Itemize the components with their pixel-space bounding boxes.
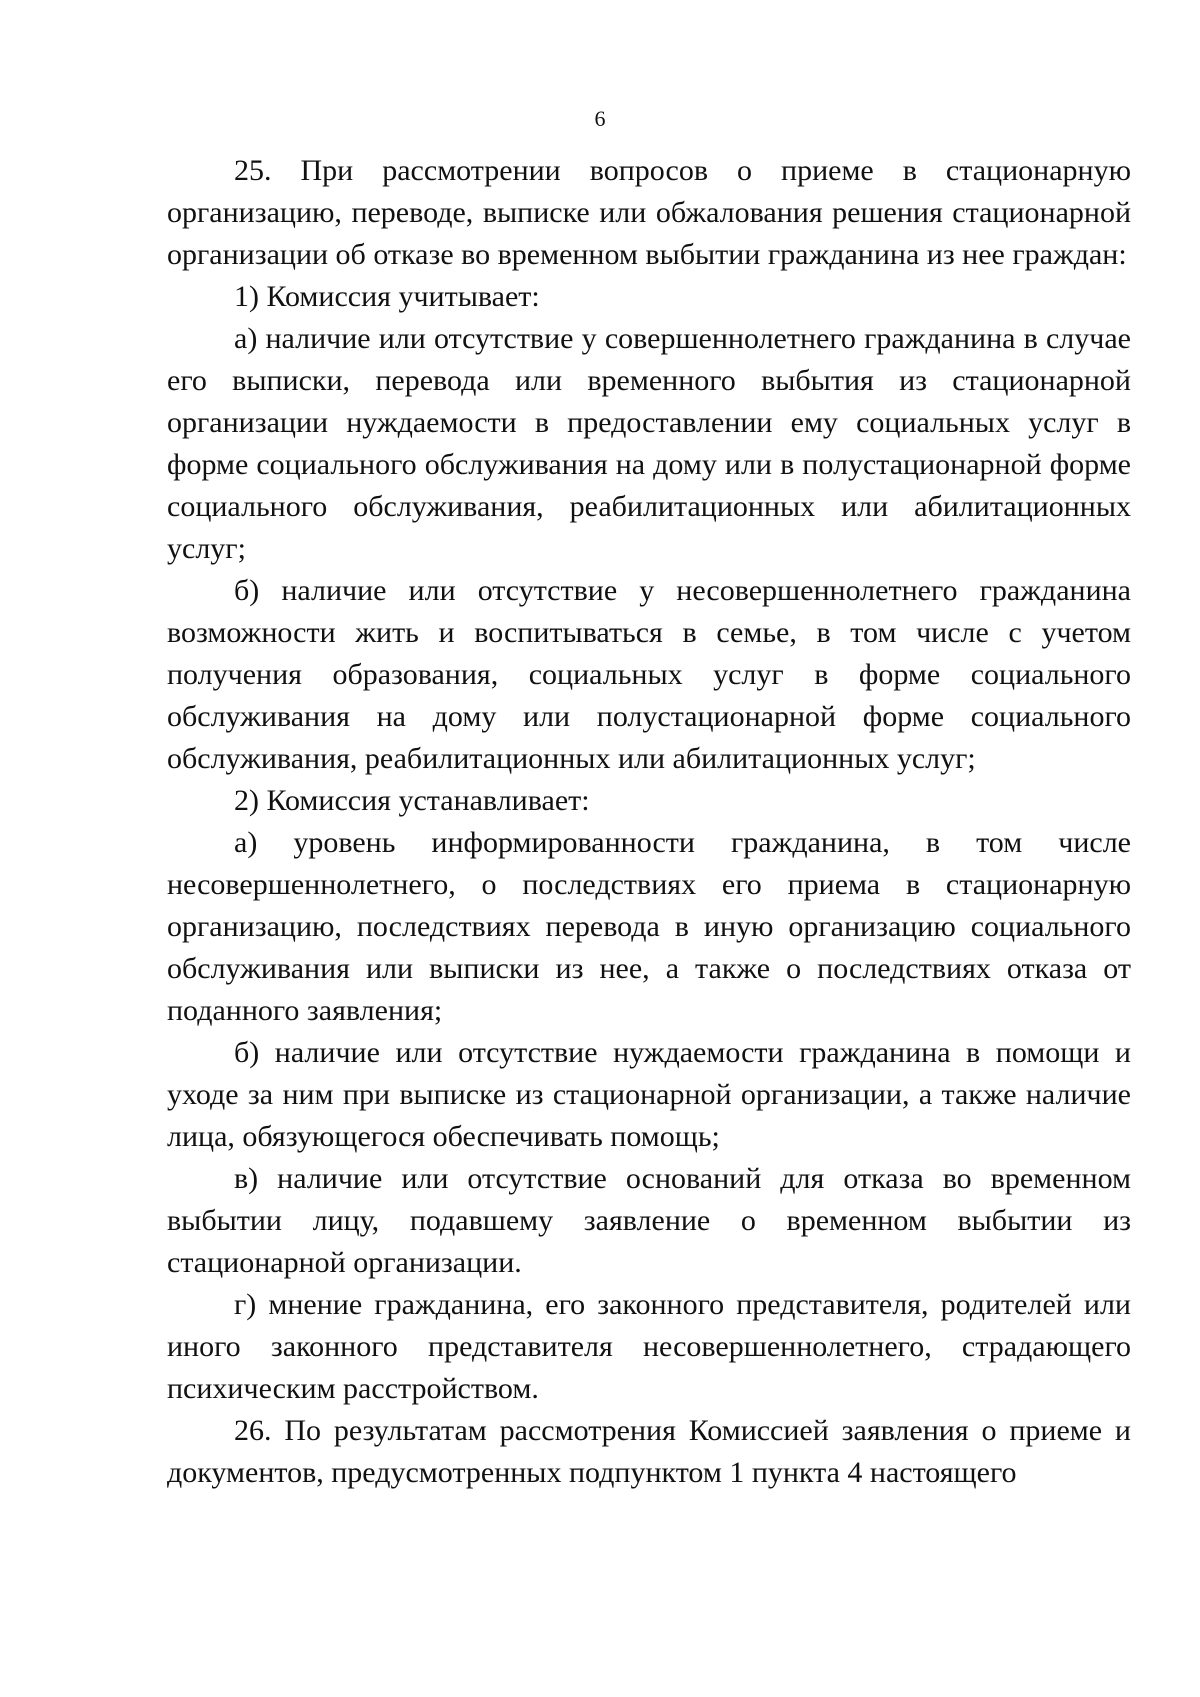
paragraph-2v: в) наличие или отсутствие оснований для отказа во временном выбытии лицу, подавшему заявление о временном выбытии из стационарной организации.	[167, 1162, 1131, 1279]
paragraph-1b: б) наличие или отсутствие у несовершеннолетнего гражданина возможности жить и воспитываться в семье, в том числе с учетом получения образования, социальных услуг в форме социального обслуживания на дому или полустационарной форме социального обслуживания, реабилитационных или абилитационных услуг;	[167, 574, 1131, 775]
paragraph-2g: г) мнение гражданина, его законного представителя, родителей или иного законного представителя несовершеннолетнего, страдающего психическим расстройством.	[167, 1288, 1131, 1405]
document-body	[167, 150, 1131, 1494]
page-number: 6	[594, 106, 606, 131]
paragraph-26: 26. По результатам рассмотрения Комиссией заявления о приеме и документов, предусмотренных подпунктом 1 пункта 4 настоящего	[167, 1414, 1131, 1489]
paragraph-2b: б) наличие или отсутствие нуждаемости гражданина в помощи и уходе за ним при выписке из стационарной организации, а также наличие лица, обязующегося обеспечивать помощь;	[167, 1036, 1131, 1153]
paragraph-commission-considers: 1) Комиссия учитывает:	[234, 280, 540, 313]
paragraph-1a: а) наличие или отсутствие у совершеннолетнего гражданина в случае его выписки, перевода или временного выбытия из стационарной организации нуждаемости в предоставлении ему социальных услуг в форме социального обслуживания на дому или в полустационарной форме социального обслуживания, реабилитационных или абилитационных услуг;	[167, 322, 1131, 565]
paragraph-2a: а) уровень информированности гражданина, в том числе несовершеннолетнего, о последствиях его приема в стационарную организацию, последствиях перевода в иную организацию социального обслуживания или выписки из нее, а также о последствиях отказа от поданного заявления;	[167, 826, 1131, 1027]
paragraph-25-intro: 25. При рассмотрении вопросов о приеме в стационарную организацию, переводе, выписке или обжалования решения стационарной организации об отказе во временном выбытии гражданина из нее граждан:	[167, 154, 1131, 271]
paragraph-commission-establishes: 2) Комиссия устанавливает:	[234, 784, 590, 817]
